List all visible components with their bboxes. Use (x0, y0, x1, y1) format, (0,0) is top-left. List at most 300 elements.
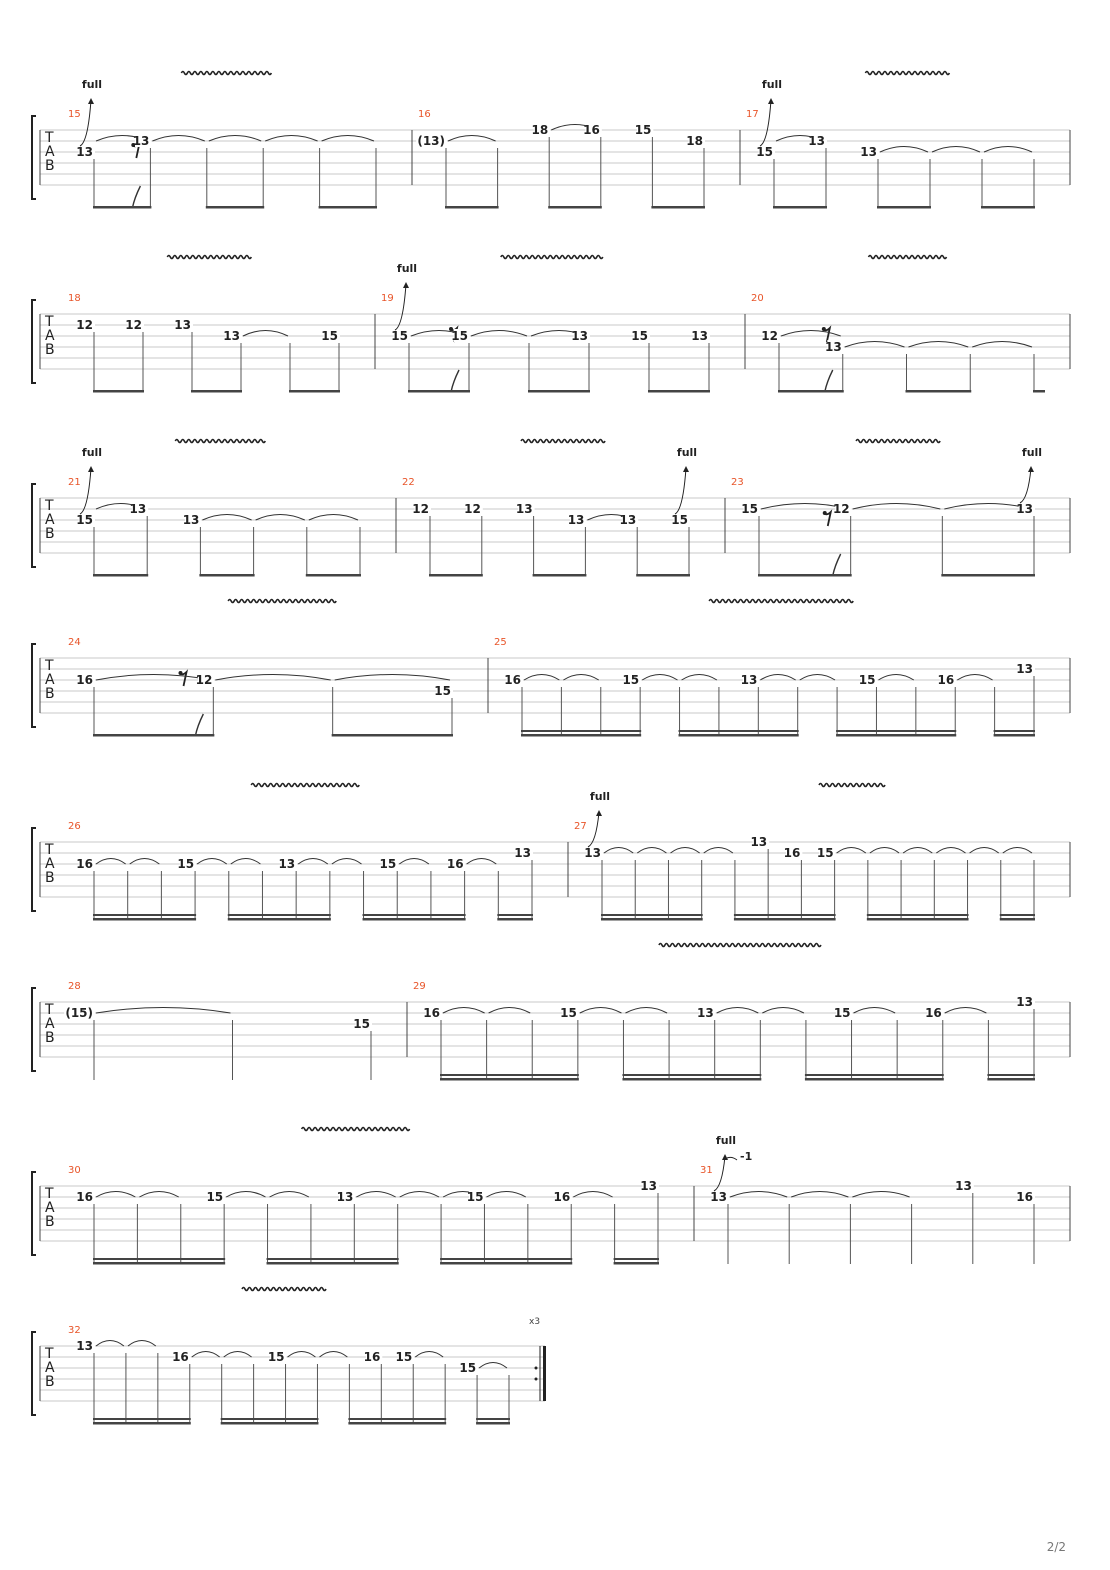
fret-number: 13 (336, 1190, 354, 1204)
bend-arrow (403, 282, 409, 288)
fret-number: 15 (267, 1350, 285, 1364)
note-beam-secondary (836, 730, 956, 732)
bend-arrow (768, 98, 774, 104)
fret-number: 15 (321, 329, 338, 343)
slur-tie (903, 848, 932, 854)
slur-tie (945, 1008, 987, 1014)
slur-tie (781, 331, 841, 337)
note-beam-secondary (348, 1418, 446, 1420)
note-beam (206, 206, 264, 209)
note-beam (267, 1262, 399, 1265)
note-beam (521, 734, 641, 737)
bend-label: full (81, 446, 103, 459)
note-beam-secondary (440, 1074, 579, 1076)
note-beam-secondary (476, 1418, 510, 1420)
vibrato-marking (181, 72, 271, 75)
slur-tie (984, 147, 1032, 153)
slur-tie (152, 136, 204, 142)
note-beam (445, 206, 499, 209)
fret-number: 16 (76, 1190, 93, 1204)
fret-number: 13 (1016, 662, 1033, 676)
bend-curve (760, 100, 771, 146)
slur-tie (96, 675, 211, 681)
note-beam (941, 574, 1035, 577)
note-beam (994, 734, 1035, 737)
note-beam-secondary (622, 1074, 761, 1076)
fret-number: 15 (741, 502, 758, 516)
note-beam (651, 206, 705, 209)
tab-clef-letter: A (45, 512, 55, 528)
note-beam (93, 574, 148, 577)
tab-clef-letter: B (45, 342, 55, 358)
fret-number: 16 (925, 1006, 942, 1020)
fret-number: 13 (223, 329, 240, 343)
system-bracket (32, 644, 36, 727)
repeat-dot (535, 1378, 538, 1381)
bend-label: full (676, 446, 698, 459)
slur-tie (270, 1192, 309, 1198)
bar-number: 22 (402, 477, 415, 488)
bar-number: 15 (68, 109, 81, 120)
slur-tie (563, 675, 598, 681)
fret-number: 13 (740, 673, 758, 687)
note-beam (906, 390, 972, 393)
system-bracket (32, 300, 36, 383)
slur-tie (128, 1341, 156, 1347)
fret-number: 15 (353, 1017, 370, 1031)
slur-tie (231, 859, 261, 865)
note-beam-secondary (805, 1074, 944, 1076)
slur-tie (443, 1008, 485, 1014)
note-beam-secondary (601, 914, 703, 916)
slur-tie (448, 136, 496, 142)
fret-number: 16 (1016, 1190, 1033, 1204)
bar-number: 25 (494, 637, 507, 648)
note-flag (833, 554, 841, 576)
note-beam (836, 734, 956, 737)
fret-number: 13 (129, 502, 147, 516)
system-bracket (32, 484, 36, 567)
slur-tie (870, 848, 899, 854)
bar-number: 26 (68, 821, 81, 832)
slur-tie (479, 1363, 507, 1369)
fret-number: 15 (858, 673, 876, 687)
note-beam (93, 206, 151, 209)
slur-tie (486, 1192, 525, 1198)
note-beam (306, 574, 361, 577)
slur-tie (265, 136, 317, 142)
note-flag (825, 370, 833, 392)
bar-number: 23 (731, 477, 744, 488)
fret-number: 13 (132, 134, 150, 148)
slur-tie (96, 1341, 124, 1347)
note-beam (533, 574, 587, 577)
note-beam (548, 206, 602, 209)
note-beam (221, 1422, 319, 1425)
note-beam (289, 390, 340, 393)
slur-tie (524, 675, 559, 681)
slur-tie (322, 136, 374, 142)
vibrato-marking (521, 440, 605, 443)
release-curve (727, 1157, 737, 1160)
bend-curve (80, 468, 91, 514)
page-number: 2/2 (1046, 1540, 1066, 1554)
fret-number: 15 (833, 1006, 851, 1020)
bar-number: 20 (751, 293, 764, 304)
fret-number: 12 (464, 502, 481, 516)
fret-number: 13 (571, 329, 588, 343)
fret-number: 12 (125, 318, 142, 332)
slur-tie (717, 1008, 759, 1014)
repeat-count: x3 (529, 1317, 541, 1327)
fret-number: 13 (710, 1190, 727, 1204)
fret-number: 16 (172, 1350, 189, 1364)
slur-tie (854, 1008, 896, 1014)
slur-tie (936, 848, 965, 854)
bend-label: full (761, 78, 783, 91)
slur-tie (319, 1352, 347, 1358)
note-beam-secondary (521, 730, 641, 732)
note-beam (987, 1078, 1035, 1081)
note-beam-secondary (440, 1258, 572, 1260)
fret-number: 15 (459, 1361, 477, 1375)
vibrato-marking (175, 440, 265, 443)
slur-tie (467, 859, 497, 865)
note-beam-secondary (228, 914, 331, 916)
fret-number: 15 (177, 857, 195, 871)
fret-number: 18 (531, 123, 549, 137)
bend-arrow (88, 98, 94, 104)
note-beam-secondary (267, 1258, 399, 1260)
fret-number: 13 (76, 145, 93, 159)
tab-clef-letter: B (45, 686, 55, 702)
bar-number: 29 (413, 981, 426, 992)
fret-number: 15 (466, 1190, 484, 1204)
note-beam (332, 734, 453, 737)
slur-tie (471, 331, 527, 337)
bend-curve (80, 100, 91, 146)
tab-clef-letter: B (45, 870, 55, 886)
tab-clef-letter: T (45, 1186, 54, 1202)
note-beam-secondary (93, 1418, 191, 1420)
bend-curve (395, 284, 406, 330)
slur-tie (573, 1192, 612, 1198)
note-flag (195, 714, 203, 736)
slur-tie (878, 675, 913, 681)
fret-number: 13 (808, 134, 825, 148)
note-beam (758, 574, 852, 577)
note-beam (636, 574, 690, 577)
tab-clef-letter: T (45, 1346, 54, 1362)
fret-number: 13 (750, 835, 768, 849)
vibrato-marking (167, 256, 251, 259)
note-beam (408, 390, 470, 393)
bend-arrow (1028, 466, 1034, 472)
slur-tie (298, 859, 328, 865)
vibrato-marking (659, 944, 821, 947)
slur-tie (852, 1192, 909, 1198)
fret-number: 13 (1016, 502, 1033, 516)
note-beam-secondary (994, 730, 1035, 732)
fret-number: 15 (816, 846, 834, 860)
system-bracket (32, 988, 36, 1071)
eighth-rest-dot (179, 671, 183, 675)
slur-tie (335, 675, 450, 681)
slur-tie (192, 1352, 220, 1358)
bar-number: 17 (746, 109, 759, 120)
slur-tie (489, 1008, 531, 1014)
fret-number: 13 (174, 318, 191, 332)
slur-tie (670, 848, 699, 854)
slur-tie (730, 1192, 787, 1198)
note-beam (93, 734, 214, 737)
system-bracket (32, 1172, 36, 1255)
fret-number: 16 (937, 673, 955, 687)
note-beam (778, 390, 844, 393)
vibrato-marking (869, 256, 947, 259)
fret-number: 16 (553, 1190, 571, 1204)
slur-tie (202, 515, 251, 521)
slur-tie (682, 675, 717, 681)
note-beam (429, 574, 483, 577)
fret-number: 15 (451, 329, 468, 343)
slur-tie (400, 1192, 439, 1198)
slur-tie (970, 848, 999, 854)
tab-clef-letter: B (45, 1214, 55, 1230)
bend-arrow (596, 810, 602, 816)
slur-tie (932, 147, 980, 153)
slur-tie (356, 1192, 395, 1198)
slur-tie (1003, 848, 1032, 854)
tab-clef-letter: A (45, 1360, 55, 1376)
fret-number: 13 (640, 1179, 657, 1193)
tab-clef-letter: T (45, 314, 54, 330)
note-beam-secondary (987, 1074, 1035, 1076)
fret-number: 15 (622, 673, 640, 687)
vibrato-marking (819, 784, 885, 787)
tab-clef-letter: T (45, 498, 54, 514)
vibrato-marking (865, 72, 949, 75)
slur-tie (625, 1008, 667, 1014)
note-beam-stub (1033, 390, 1045, 393)
slur-tie (880, 147, 928, 153)
fret-number: 15 (391, 329, 408, 343)
note-beam (440, 1262, 572, 1265)
repeat-dot (535, 1367, 538, 1370)
note-beam (601, 918, 703, 921)
bar-number: 32 (68, 1325, 81, 1336)
fret-number: 12 (761, 329, 778, 343)
tab-clef-letter: T (45, 842, 54, 858)
system-bracket (32, 116, 36, 199)
note-beam (734, 918, 836, 921)
slur-tie (215, 675, 330, 681)
tab-clef-letter: T (45, 1002, 54, 1018)
tab-clef-letter: B (45, 526, 55, 542)
note-beam-secondary (221, 1418, 319, 1420)
tab-clef-letter: T (45, 130, 54, 146)
note-beam (867, 918, 969, 921)
slur-tie (415, 1352, 443, 1358)
note-flag (451, 370, 459, 392)
slur-tie (853, 504, 941, 510)
slur-tie (256, 515, 305, 521)
fret-number: 13 (278, 857, 296, 871)
fret-number: 13 (619, 513, 637, 527)
fret-number: 15 (634, 123, 652, 137)
bar-number: 27 (574, 821, 587, 832)
note-beam (614, 1262, 659, 1265)
note-beam-secondary (867, 914, 969, 916)
slur-tie (800, 675, 835, 681)
fret-number: 16 (423, 1006, 440, 1020)
note-beam (805, 1078, 944, 1081)
fret-number: 13 (515, 502, 533, 516)
note-beam-secondary (93, 914, 196, 916)
slur-tie (637, 848, 666, 854)
note-beam-secondary (363, 914, 466, 916)
system-bracket (32, 828, 36, 911)
fret-number: 13 (514, 846, 531, 860)
slur-tie (972, 342, 1032, 348)
bend-label: full (589, 790, 611, 803)
note-beam (228, 918, 331, 921)
note-beam-secondary (679, 730, 799, 732)
fret-number: (13) (417, 134, 445, 148)
bar-number: 24 (68, 637, 81, 648)
slur-tie (580, 1008, 622, 1014)
fret-number: 12 (412, 502, 429, 516)
fret-number: 13 (567, 513, 585, 527)
bend-label: full (81, 78, 103, 91)
slur-tie (309, 515, 358, 521)
note-beam (622, 1078, 761, 1081)
note-beam (319, 206, 377, 209)
fret-number: 15 (379, 857, 397, 871)
note-beam-secondary (1000, 914, 1035, 916)
slur-tie (762, 1008, 804, 1014)
fret-number: 15 (434, 684, 451, 698)
bar-number: 19 (381, 293, 394, 304)
fret-number: 18 (686, 134, 703, 148)
bar-number: 31 (700, 1165, 713, 1176)
slur-tie (224, 1352, 252, 1358)
fret-number: 13 (825, 340, 842, 354)
fret-number: 16 (583, 123, 600, 137)
bar-number: 18 (68, 293, 81, 304)
fret-number: 16 (76, 857, 93, 871)
slur-tie (96, 1008, 231, 1014)
note-beam (497, 918, 533, 921)
slur-tie (332, 859, 362, 865)
tab-clef-letter: B (45, 1374, 55, 1390)
tab-clef-letter: A (45, 672, 55, 688)
slur-tie (909, 342, 969, 348)
note-flag (132, 186, 140, 208)
note-beam (348, 1422, 446, 1425)
bar-number: 16 (418, 109, 431, 120)
tab-clef-letter: A (45, 144, 55, 160)
note-beam (648, 390, 710, 393)
bend-arrow (88, 466, 94, 472)
fret-number: 15 (395, 1350, 413, 1364)
note-beam (199, 574, 254, 577)
slur-tie (957, 675, 992, 681)
note-beam (476, 1422, 510, 1425)
bar-number: 30 (68, 1165, 81, 1176)
fret-number: 15 (76, 513, 93, 527)
note-beam (191, 390, 242, 393)
slur-tie (642, 675, 677, 681)
slur-tie (704, 848, 733, 854)
note-beam-secondary (497, 914, 533, 916)
fret-number: 16 (446, 857, 464, 871)
vibrato-marking (242, 1288, 326, 1291)
bend-label: full (715, 1134, 737, 1147)
slur-tie (209, 136, 261, 142)
fret-number: (15) (65, 1006, 93, 1020)
note-beam (93, 1262, 225, 1265)
slur-tie (288, 1352, 316, 1358)
tab-clef-letter: T (45, 658, 54, 674)
tab-clef-letter: A (45, 1200, 55, 1216)
fret-number: 13 (182, 513, 200, 527)
note-beam (93, 918, 196, 921)
note-beam (363, 918, 466, 921)
vibrato-marking (251, 784, 359, 787)
fret-number: 15 (631, 329, 648, 343)
bend-arrow (683, 466, 689, 472)
fret-number: 13 (584, 846, 601, 860)
slur-tie (791, 1192, 848, 1198)
eighth-rest-dot (822, 327, 826, 331)
slur-tie (226, 1192, 265, 1198)
slur-tie (139, 1192, 178, 1198)
fret-number: 13 (691, 329, 708, 343)
tab-clef-letter: A (45, 1016, 55, 1032)
note-beam (528, 390, 590, 393)
fret-number: 13 (860, 145, 877, 159)
note-beam (93, 390, 144, 393)
fret-number: 16 (783, 846, 801, 860)
fret-number: 13 (1016, 995, 1033, 1009)
bar-number: 21 (68, 477, 81, 488)
note-beam (679, 734, 799, 737)
slur-tie (604, 848, 633, 854)
slur-tie (130, 859, 160, 865)
vibrato-marking (709, 600, 853, 603)
slur-tie (96, 859, 126, 865)
note-beam-secondary (93, 1258, 225, 1260)
slur-tie (197, 859, 227, 865)
fret-number: 16 (363, 1350, 381, 1364)
tab-clef-letter: A (45, 856, 55, 872)
note-beam (773, 206, 827, 209)
fret-number: 15 (671, 513, 688, 527)
slur-tie (760, 675, 795, 681)
final-bar-line (543, 1346, 546, 1401)
note-beam (440, 1078, 579, 1081)
vibrato-marking (302, 1128, 410, 1131)
bar-number: 28 (68, 981, 81, 992)
note-beam-secondary (734, 914, 836, 916)
bend-arrow (722, 1154, 728, 1160)
note-beam-secondary (614, 1258, 659, 1260)
note-beam (1000, 918, 1035, 921)
fret-number: 15 (560, 1006, 577, 1020)
vibrato-marking (501, 256, 603, 259)
fret-number: 16 (76, 673, 93, 687)
